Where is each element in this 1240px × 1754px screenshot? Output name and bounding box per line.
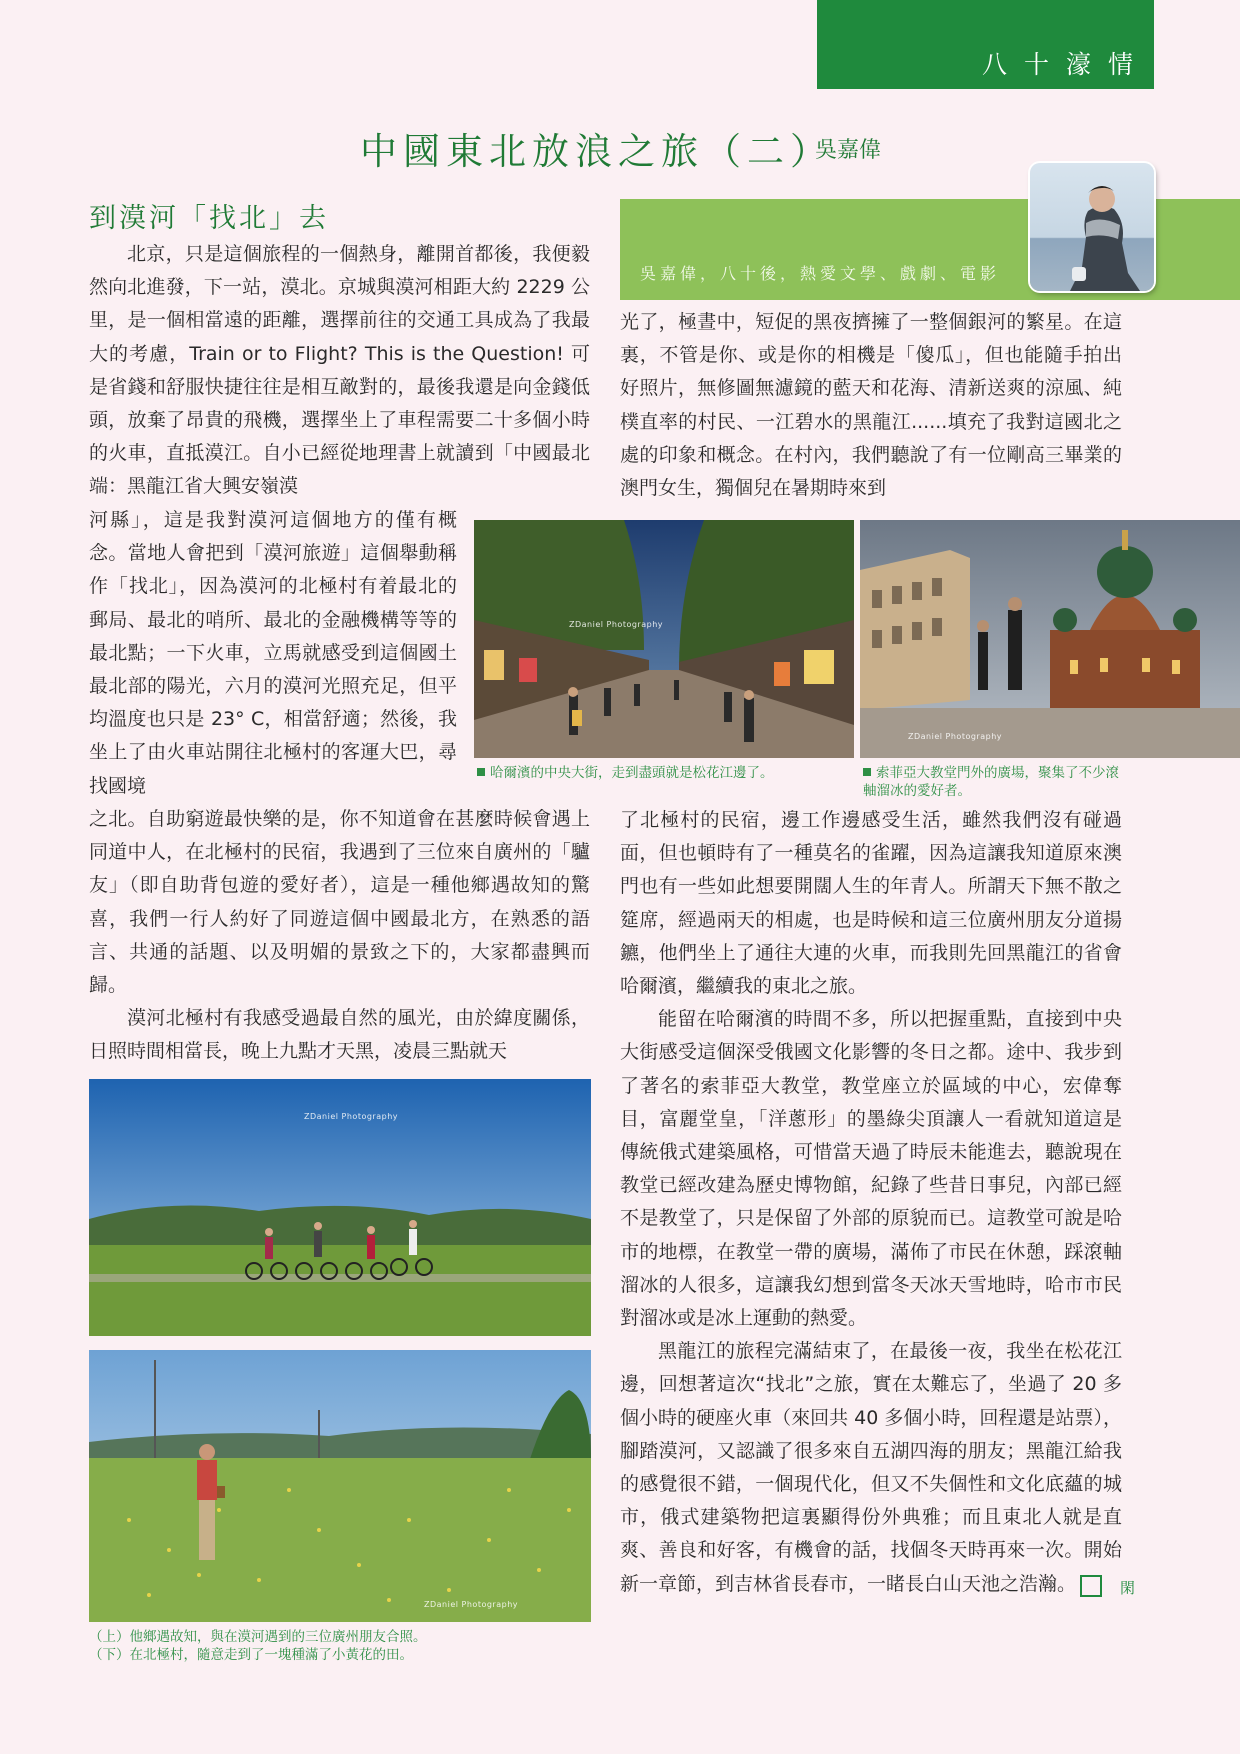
section-tab [817,0,1154,89]
caption-upper-photo: （上）他鄉遇故知，與在漠河遇到的三位廣州朋友合照。 [89,1629,427,1645]
paragraph: 河縣」，這是我對漠河這個地方的僅有概念。當地人會把到「漠河旅遊」這個舉動稱作「找北」，因為漠河的北極村有着最北的郵局、最北的哨所、最北的金融機構等等的最北點；一下火車，立馬就感受到這個國土最北部的陽光，六月的漠河光照充足，但平均溫度也只是 23° C，相當舒適；然後，我坐上了由火車站開往北極村的客運大巴，尋找國境 [89,509,457,797]
article-subheading: 到漠河「找北」去 [89,203,329,234]
caption-text: 哈爾濱的中央大街，走到盡頭就是松花江邊了。 [490,765,774,781]
caption-bullet [477,768,485,776]
paragraph: 漠河北極村有我感受過最自然的風光，由於緯度關係，日照時間相當長，晚上九點才天黑，凌晨三點就天 [89,1007,590,1063]
caption-text: 索菲亞大教堂門外的廣場，聚集了不少滾軸溜冰的愛好者。 [863,765,1119,799]
caption-harbin-street [477,764,847,782]
caption-sophia-cathedral [863,764,1125,800]
photo-watermark: ZDaniel Photography [569,620,663,629]
paragraph: 之北。自助窮遊最快樂的是，你不知道會在甚麼時候會遇上同道中人，在北極村的民宿，我遇到了三位來自廣州的「驢友」（即自助背包遊的愛好者），這是一種他鄉遇故知的驚喜，我們一行人約好了同遊這個中國最北方，在熟悉的語言、共通的話題、以及明媚的景致之下的，大家都盡興而歸。 [89,808,590,997]
photo-harbin-street [474,520,854,758]
text-left-middle [89,504,457,803]
photo-flower-field [89,1350,591,1622]
text-right-bottom [620,804,1136,1601]
photo-watermark: ZDaniel Photography [304,1112,398,1121]
paragraph-text: 黑龍江的旅程完滿結束了，在最後一夜，我坐在松花江邊，回想著這次“找北”之旅，實在太難忘了，坐過了 20 多個小時的硬座火車（來回共 40 多個小時，回程還是站票），腳踏漠河，又認識了很多來自五湖四海的朋友；黑龍江給我的感覺很不錯，一個現代化，但又不失個性和文化底蘊的城市，俄式建築物把這裏顯得份外典雅；而且東北人就是直爽、善良和好客，有機會的話，找個冬天時再來一次。開始新一章節，到吉林省長春市，一睹長白山天池之浩瀚。 [620,1340,1122,1595]
paragraph [620,1335,1136,1601]
caption-lower-photo: （下）在北極村，隨意走到了一塊種滿了小黃花的田。 [89,1647,413,1663]
paragraph: 了北極村的民宿，邊工作邊感受生活，雖然我們沒有碰過面，但也頓時有了一種莫名的雀躍，因為這讓我知道原來澳門也有一些如此想要開闊人生的年青人。所謂天下無不散之筵席，經過兩天的相處，也是時候和這三位廣州朋友分道揚鑣，他們坐上了通往大連的火車，而我則先回黑龍江的省會哈爾濱，繼續我的東北之旅。 [620,809,1122,998]
author-bio: 吳嘉偉，八十後，熱愛文學、戲劇、電影 [640,264,1001,283]
author-photo [1030,163,1154,291]
text-left-top [89,238,590,504]
caption-bullet [863,768,871,776]
text-left-bottom [89,803,590,1069]
caption-bottom-photos [89,1628,591,1664]
text-right-top [620,306,1122,505]
paragraph: 北京，只是這個旅程的一個熱身，離開首都後，我便毅然向北進發，下一站，漠北。京城與漠河相距大約 2229 公里，是一個相當遠的距離，選擇前往的交通工具成為了我最大的考慮，Train or to Flight? This is the Question! 可是省錢和舒服快捷往往是相互敵對的，最後我還是向金錢低頭，放棄了昂貴的飛機，選擇坐上了車程需要二十多個小時的火車，直抵漠江。自小已經從地理書上就讀到「中國最北端：黑龍江省大興安嶺漠 [89,243,590,498]
paragraph: 光了，極晝中，短促的黑夜擠擁了一整個銀河的繁星。在這裏，不管是你、或是你的相機是「傻瓜」，但也能隨手拍出好照片，無修圖無濾鏡的藍天和花海、清新送爽的涼風、純樸直率的村民、一江碧水的黑龍江......填充了我對這國北之處的印象和概念。在村內，我們聽說了有一位剛高三畢業的澳門女生，獨個兒在暑期時來到 [620,311,1122,500]
end-mark: 閑 [1080,1575,1102,1597]
photo-cyclists-mohe [89,1079,591,1336]
photo-watermark: ZDaniel Photography [908,732,1002,741]
photo-sophia-cathedral [860,520,1240,758]
article-title: 中國東北放浪之旅（二） [360,130,833,173]
section-name: 八十濠情 [981,50,1150,79]
photo-watermark: ZDaniel Photography [424,1600,518,1609]
paragraph: 能留在哈爾濱的時間不多，所以把握重點，直接到中央大街感受這個深受俄國文化影響的冬日之都。途中、我步到了著名的索菲亞大教堂，教堂座立於區域的中心，宏偉奪目，富麗堂皇，「洋蔥形」的墨綠尖頂讓人一看就知道這是傳統俄式建築風格，可惜當天過了時辰未能進去，聽說現在教堂已經改建為歷史博物館，紀錄了些昔日事兒，內部已經不是教堂了，只是保留了外部的原貌而已。這教堂可說是哈市的地標，在教堂一帶的廣場，滿佈了市民在休憩，踩滾軸溜冰的人很多，這讓我幻想到當冬天冰天雪地時，哈市市民對溜冰或是冰上運動的熱愛。 [620,1008,1122,1330]
article-author: 吳嘉偉 [815,138,882,163]
